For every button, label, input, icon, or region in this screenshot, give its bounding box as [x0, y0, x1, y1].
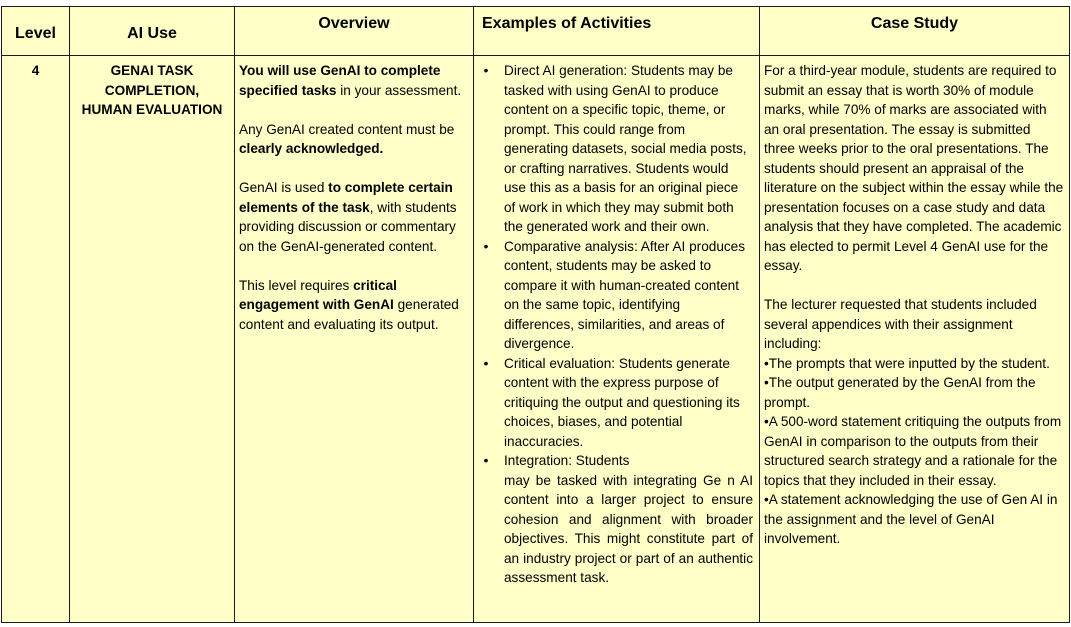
overview-text: This level requires	[239, 277, 354, 293]
overview-paragraph	[239, 178, 469, 256]
case-study-paragraph: For a third-year module, students are required to submit an essay that is worth 30% of module marks, while 70% of marks are associated with an oral presentation. The essay is submitted three weeks prior to the oral presentations. The students should present an appraisal of the literature on the subject within the essay while the presentation focuses on a case study and data analysis that they have completed. The academic has elected to permit Level 4 GenAI use for the essay.	[764, 63, 1064, 273]
overview-cell	[235, 56, 474, 623]
header-level: Level	[2, 7, 70, 56]
ai-use-line: GENAI TASK	[110, 63, 194, 78]
activity-text: Integration: Students	[504, 453, 630, 468]
table-header-row	[2, 7, 1070, 56]
ai-use-line: COMPLETION,	[104, 82, 200, 98]
ai-use-cell	[70, 56, 235, 623]
case-study-cell	[760, 56, 1070, 623]
header-case-study: Case Study	[760, 7, 1070, 56]
ai-use-table-container	[1, 6, 1069, 623]
overview-text: , with students providing discussion or commentary on the GenAI-generated content.	[239, 199, 457, 254]
activity-text: Direct AI generation: Students may be tasked with using GenAI to produce content on a specific topic, theme, or prompt. This could range from generating datasets, social media posts, or crafting narratives. Students would use this as a basis for an original piece of work in which they may submit both the generated work and their own.	[504, 63, 747, 234]
overview-text: GenAI is used	[239, 180, 329, 195]
list-item	[478, 61, 755, 237]
overview-bold-text: to complete certain elements of the task	[239, 180, 453, 215]
bullet-icon: •	[483, 63, 489, 78]
activity-text-continued: may be tasked with integrating Ge n AI content into a larger project to ensure cohesion and alignment with broader objectives. This might constitute part of an industry project or part of an authentic assessment task.	[504, 472, 753, 585]
overview-text: generated content and evaluating its output.	[239, 297, 459, 332]
overview-paragraph	[239, 61, 469, 100]
overview-text: in your assessment.	[336, 82, 462, 98]
overview-bold-text: clearly acknowledged.	[239, 141, 384, 156]
list-item	[478, 451, 755, 588]
case-study-item: •The output generated by the GenAI from the prompt.	[764, 375, 1036, 410]
ai-use-line: HUMAN EVALUATION	[81, 102, 223, 117]
bullet-icon: •	[483, 355, 489, 371]
bullet-icon: •	[483, 453, 489, 468]
case-study-paragraph: The lecturer requested that students included several appendices with their assignment including:	[764, 297, 1037, 351]
bullet-icon: •	[483, 238, 489, 254]
overview-paragraph	[239, 276, 469, 335]
overview-paragraph	[239, 120, 469, 159]
case-study-item: •A 500-word statement critiquing the outputs from GenAI in comparison to the outputs from their structured search strategy and a rationale for the topics that they included in their essay.	[764, 414, 1062, 488]
list-item	[478, 237, 755, 354]
overview-bold-text: critical engagement with GenAI	[239, 277, 397, 312]
header-examples: Examples of Activities	[474, 7, 760, 56]
examples-cell	[474, 56, 760, 623]
overview-text: Any GenAI created content must be	[239, 121, 455, 137]
table-row	[2, 56, 1070, 623]
activity-text: Comparative analysis: After AI produces content, students may be asked to compare it with human-created content on the same topic, identifying differences, similarities, and areas of divergence.	[504, 238, 746, 351]
ai-use-table	[1, 6, 1070, 623]
case-study-item: •A statement acknowledging the use of Gen AI in the assignment and the level of GenAI involvement.	[764, 492, 1058, 546]
header-overview: Overview	[235, 7, 474, 56]
header-ai-use: AI Use	[70, 7, 235, 56]
activity-text: Critical evaluation: Students generate content with the express purpose of critiquing the output and questioning its choices, biases, and potential inaccuracies.	[504, 355, 740, 449]
activities-list	[478, 61, 755, 588]
level-cell: 4	[2, 56, 70, 623]
case-study-item: •The prompts that were inputted by the student.	[764, 355, 1050, 371]
list-item	[478, 354, 755, 452]
overview-bold-text: You will use GenAI to complete specified tasks	[239, 63, 441, 98]
